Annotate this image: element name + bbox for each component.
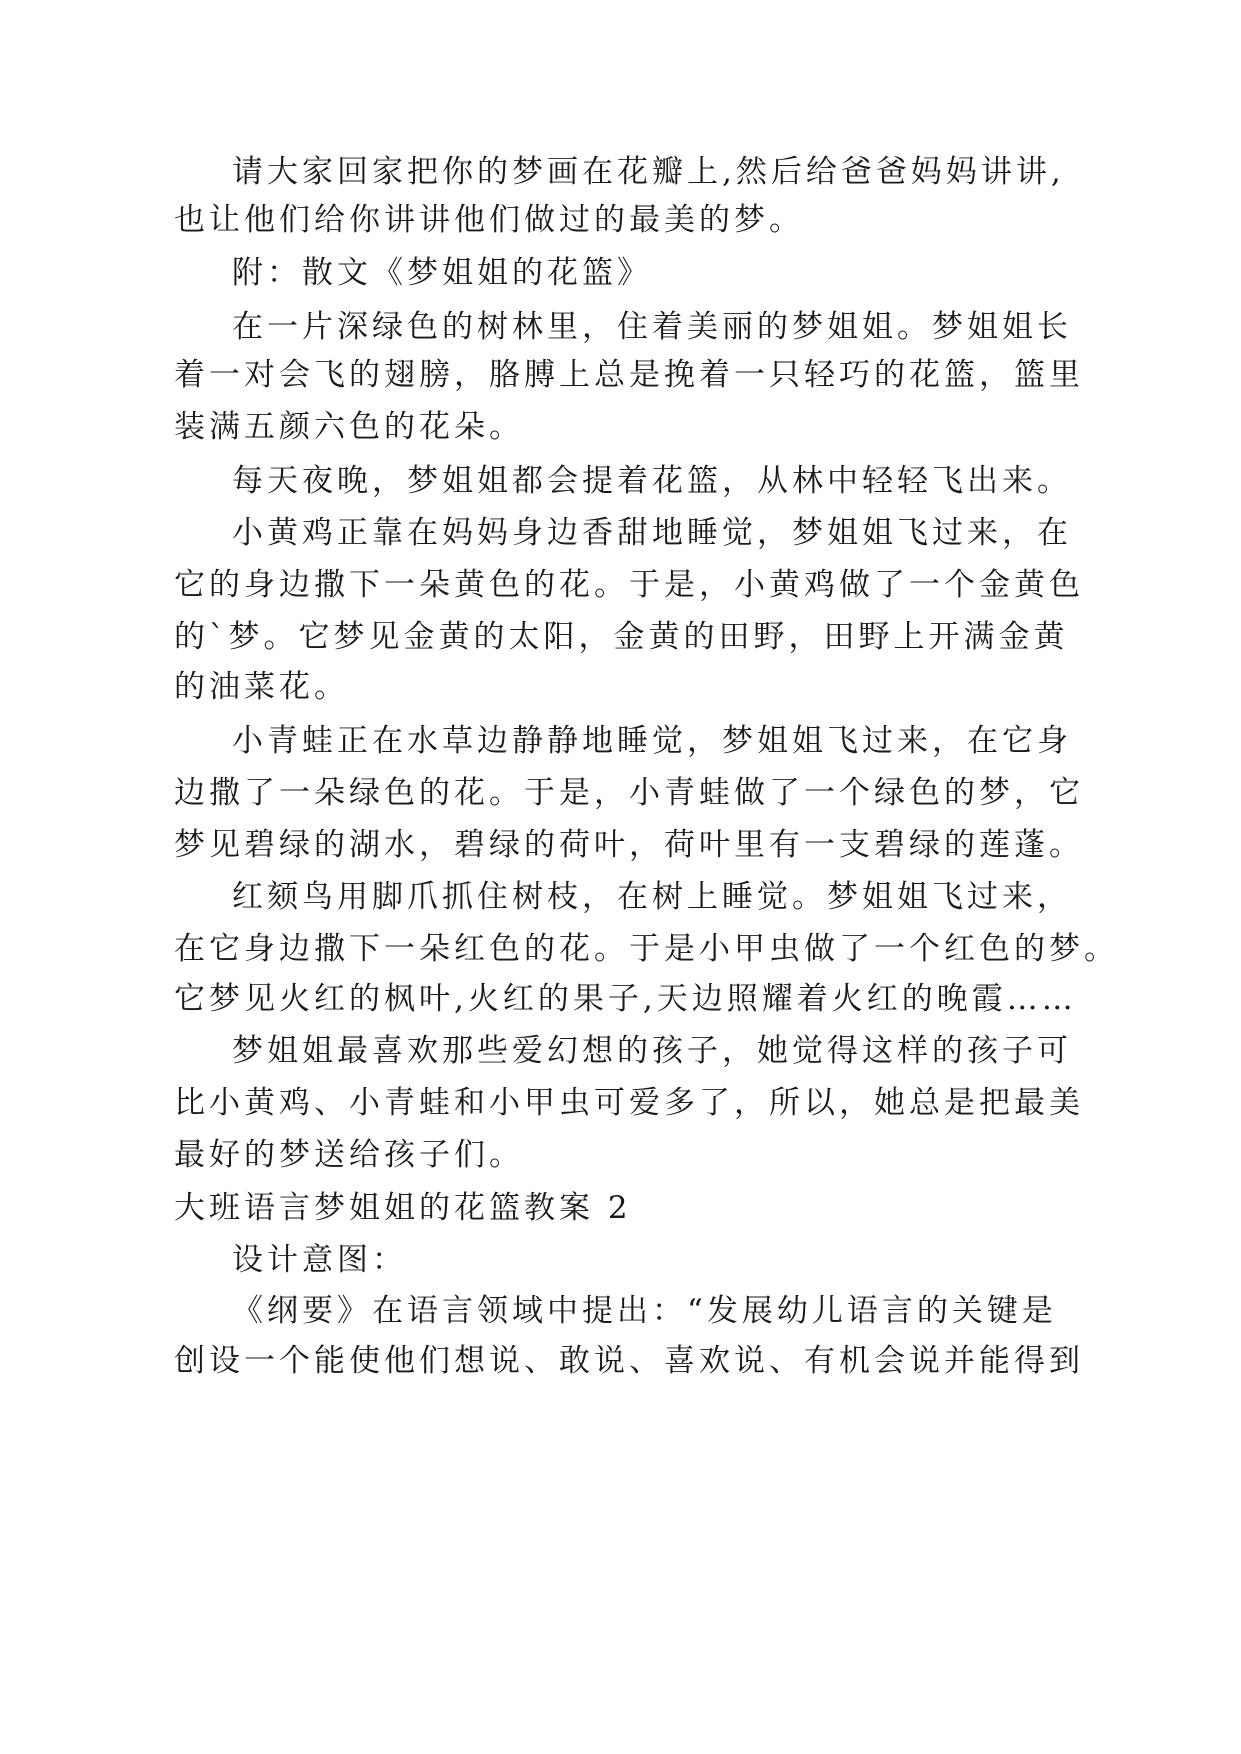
text-line: 每天夜晚，梦姐姐都会提着花篮，从林中轻轻飞出来。 — [232, 463, 1072, 499]
text-line: 梦见碧绿的湖水，碧绿的荷叶，荷叶里有一支碧绿的莲蓬。 — [174, 827, 1084, 863]
text-line: 创设一个能使他们想说、敢说、喜欢说、有机会说并能得到 — [174, 1343, 1084, 1379]
text-line: 它梦见火红的枫叶,火红的果子,天边照耀着火红的晚霞…… — [174, 981, 1077, 1017]
text-line: 在它身边撒下一朵红色的花。于是小甲虫做了一个红色的梦。 — [174, 931, 1119, 967]
text-line: 比小黄鸡、小青蛙和小甲虫可爱多了，所以，她总是把最美 — [174, 1085, 1084, 1121]
text-line: 装满五颜六色的花朵。 — [174, 409, 524, 445]
section-heading: 大班语言梦姐姐的花篮教案 2 — [174, 1190, 632, 1226]
text-line: 《纲要》在语言领域中提出：“发展幼儿语言的关键是 — [232, 1293, 1057, 1329]
text-line: 设计意图： — [232, 1242, 407, 1278]
text-line: 最好的梦送给孩子们。 — [174, 1137, 524, 1173]
text-line: 请大家回家把你的梦画在花瓣上,然后给爸爸妈妈讲讲, — [232, 154, 1065, 190]
text-line: 的油菜花。 — [174, 669, 349, 705]
text-line: 它的身边撒下一朵黄色的花。于是，小黄鸡做了一个金黄色 — [174, 567, 1084, 603]
text-line: 着一对会飞的翅膀，胳膊上总是挽着一只轻巧的花篮，篮里 — [174, 357, 1084, 393]
text-line: 也让他们给你讲讲他们做过的最美的梦。 — [174, 202, 804, 238]
text-line: 边撒了一朵绿色的花。于是，小青蛙做了一个绿色的梦，它 — [174, 775, 1084, 811]
text-line: 附：散文《梦姐姐的花篮》 — [232, 255, 652, 291]
text-line: 小黄鸡正靠在妈妈身边香甜地睡觉，梦姐姐飞过来，在 — [232, 515, 1072, 551]
text-line: 小青蛙正在水草边静静地睡觉，梦姐姐飞过来，在它身 — [232, 723, 1072, 759]
text-line: 在一片深绿色的树林里，住着美丽的梦姐姐。梦姐姐长 — [232, 309, 1072, 345]
text-line: 红颏鸟用脚爪抓住树枝，在树上睡觉。梦姐姐飞过来， — [232, 879, 1072, 915]
text-line: 梦姐姐最喜欢那些爱幻想的孩子，她觉得这样的孩子可 — [232, 1033, 1072, 1069]
text-line: 的`梦。它梦见金黄的太阳，金黄的田野，田野上开满金黄 — [174, 619, 1069, 655]
